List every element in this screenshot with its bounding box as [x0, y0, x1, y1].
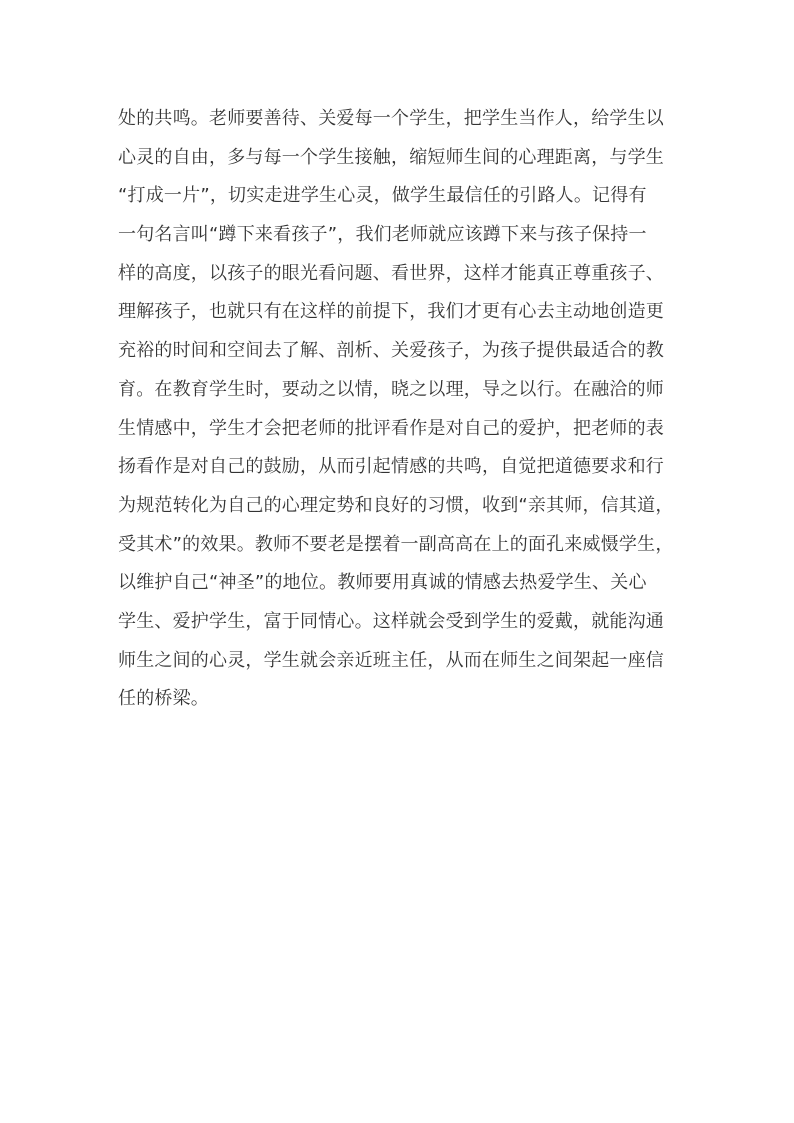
text-line-15: 师生之间的心灵，学生就会亲近班主任，从而在师生之间架起一座信: [118, 649, 664, 671]
text-line-8: 育。在教育学生时，要动之以情，晓之以理，导之以行。在融洽的师: [118, 378, 664, 400]
text-line-1: 处的共鸣。老师要善待、关爱每一个学生，把学生当作人，给学生以: [118, 108, 664, 129]
text-line-6: 理解孩子，也就只有在这样的前提下，我们才更有心去主动地创造更: [118, 301, 664, 323]
text-line-16: 任的桥梁。: [118, 688, 209, 710]
text-line-10: 扬看作是对自己的鼓励，从而引起情感的共鸣，自觉把道德要求和行: [118, 456, 664, 478]
text-line-2: 心灵的自由，多与每一个学生接触，缩短师生间的心理距离，与学生: [118, 146, 664, 168]
text-line-7: 充裕的时间和空间去了解、剖析、关爱孩子，为孩子提供最适合的教: [118, 340, 664, 362]
text-line-11: 为规范转化为自己的心理定势和良好的习惯，收到“亲其师，信其道，: [118, 494, 674, 516]
text-line-3: “打成一片”，切实走进学生心灵，做学生最信任的引路人。记得有: [118, 185, 647, 207]
text-line-14: 学生、爱护学生，富于同情心。这样就会受到学生的爱戴，就能沟通: [118, 610, 664, 632]
body-paragraph: [118, 100, 688, 719]
text-line-12: 受其术”的效果。教师不要老是摆着一副高高在上的面孔来威慑学生，: [118, 533, 674, 555]
text-line-13: 以维护自己“神圣”的地位。教师要用真诚的情感去热爱学生、关心: [118, 572, 647, 594]
text-line-4: 一句名言叫“蹲下来看孩子”，我们老师就应该蹲下来与孩子保持一: [118, 224, 647, 246]
text-line-9: 生情感中，学生才会把老师的批评看作是对自己的爱护，把老师的表: [118, 417, 664, 439]
text-line-5: 样的高度，以孩子的眼光看问题、看世界，这样才能真正尊重孩子、: [118, 262, 664, 284]
